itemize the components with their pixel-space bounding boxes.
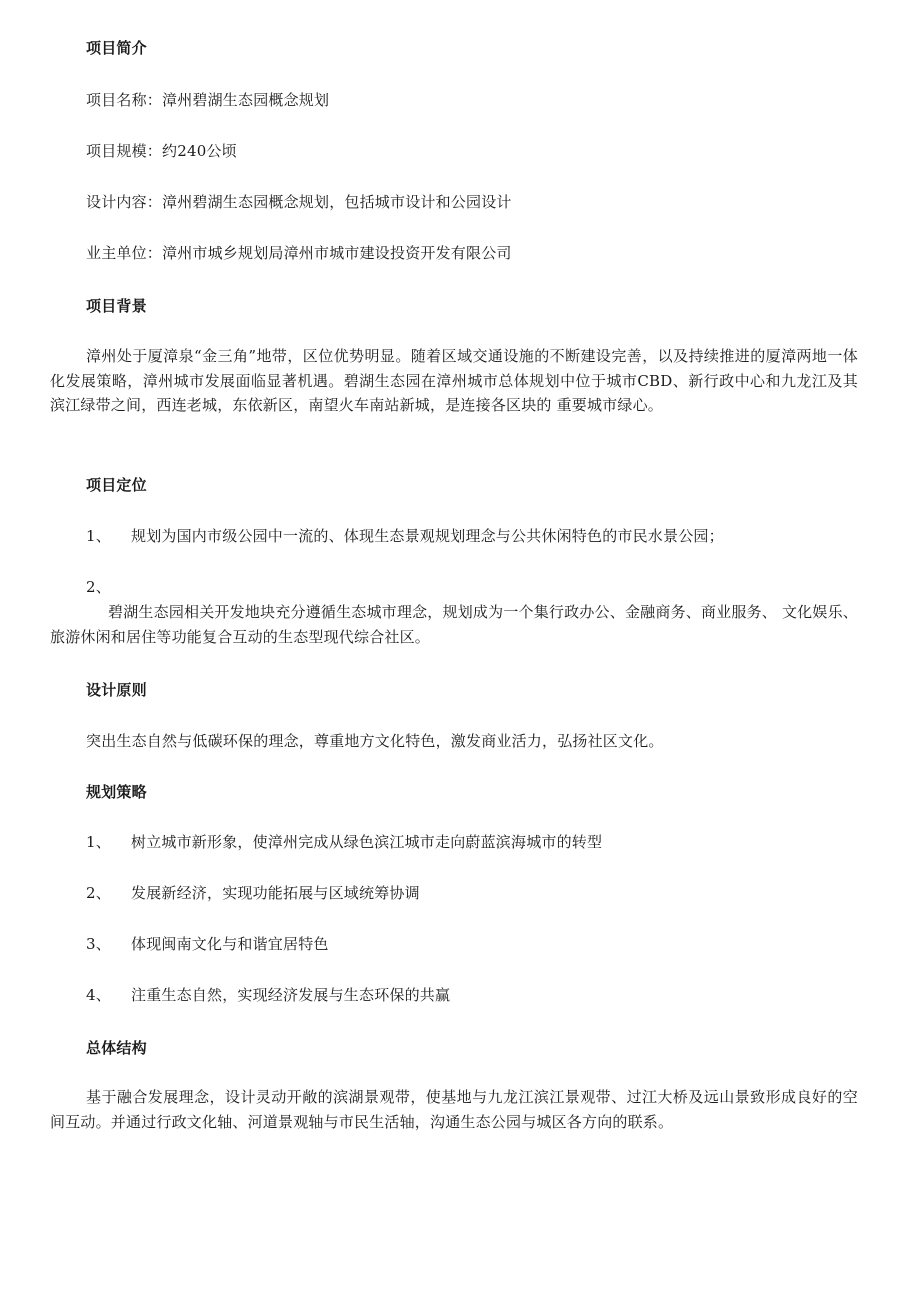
owner-unit: 业主单位：漳州市城乡规划局漳州市城市建设投资开发有限公司 [86, 244, 512, 262]
strategy-item-number: 2、 [86, 884, 111, 902]
section-heading-principle: 设计原则 [86, 681, 147, 699]
section-heading-structure: 总体结构 [86, 1039, 147, 1057]
positioning-item-1-text: 规划为国内市级公园中一流的、体现生态景观规划理念与公共休闲特色的市民水景公园； [131, 527, 724, 545]
design-content: 设计内容：漳州碧湖生态园概念规划，包括城市设计和公园设计 [86, 193, 512, 211]
positioning-item-1 [86, 524, 724, 548]
project-scale: 项目规模：约240公顷 [86, 142, 237, 160]
structure-paragraph: 基于融合发展理念，设计灵动开敞的滨湖景观带，使基地与九龙江滨江景观带、过江大桥及远山景致形成良好的空间互动。并通过行政文化轴、河道景观轴与市民生活轴，沟通生态公园与城区各方向的联系。 [50, 1088, 858, 1131]
section-heading-positioning: 项目定位 [86, 476, 147, 494]
positioning-item-2-text: 碧湖生态园相关开发地块充分遵循生态城市理念，规划成为一个集行政办公、金融商务、商业服务、 文化娱乐、旅游休闲和居住等功能复合互动的生态型现代综合社区。 [50, 603, 858, 646]
strategy-item [86, 983, 450, 1007]
background-paragraph: 漳州处于厦漳泉“金三角”地带，区位优势明显。随着区域交通设施的不断建设完善，以及持续推进的厦漳两地一体化发展策略，漳州城市发展面临显著机遇。碧湖生态园在漳州城市总体规划中位于城市CBD、新行政中心和九龙江及其滨江绿带之间，西连老城，东依新区，南望火车南站新城，是连接各区块的 重要城市绿心。 [50, 347, 858, 414]
positioning-item-2-number: 2、 [86, 578, 111, 596]
strategy-item [86, 932, 329, 956]
positioning-item-1-number: 1、 [86, 527, 111, 545]
principle-text: 突出生态自然与低碳环保的理念，尊重地方文化特色，激发商业活力，弘扬社区文化。 [86, 732, 664, 750]
strategy-item-text: 树立城市新形象，使漳州完成从绿色滨江城市走向蔚蓝滨海城市的转型 [131, 833, 603, 851]
section-heading-strategy: 规划策略 [86, 783, 147, 801]
section-heading-background: 项目背景 [86, 297, 147, 315]
strategy-item-number: 4、 [86, 986, 111, 1004]
project-name: 项目名称：漳州碧湖生态园概念规划 [86, 91, 330, 109]
section-heading-intro: 项目简介 [86, 39, 147, 57]
strategy-item-text: 体现闽南文化与和谐宜居特色 [131, 935, 329, 953]
strategy-item [86, 830, 602, 854]
strategy-item-text: 注重生态自然，实现经济发展与生态环保的共赢 [131, 986, 451, 1004]
strategy-item-number: 1、 [86, 833, 111, 851]
strategy-item [86, 881, 420, 905]
strategy-item-number: 3、 [86, 935, 111, 953]
strategy-item-text: 发展新经济，实现功能拓展与区域统筹协调 [131, 884, 420, 902]
